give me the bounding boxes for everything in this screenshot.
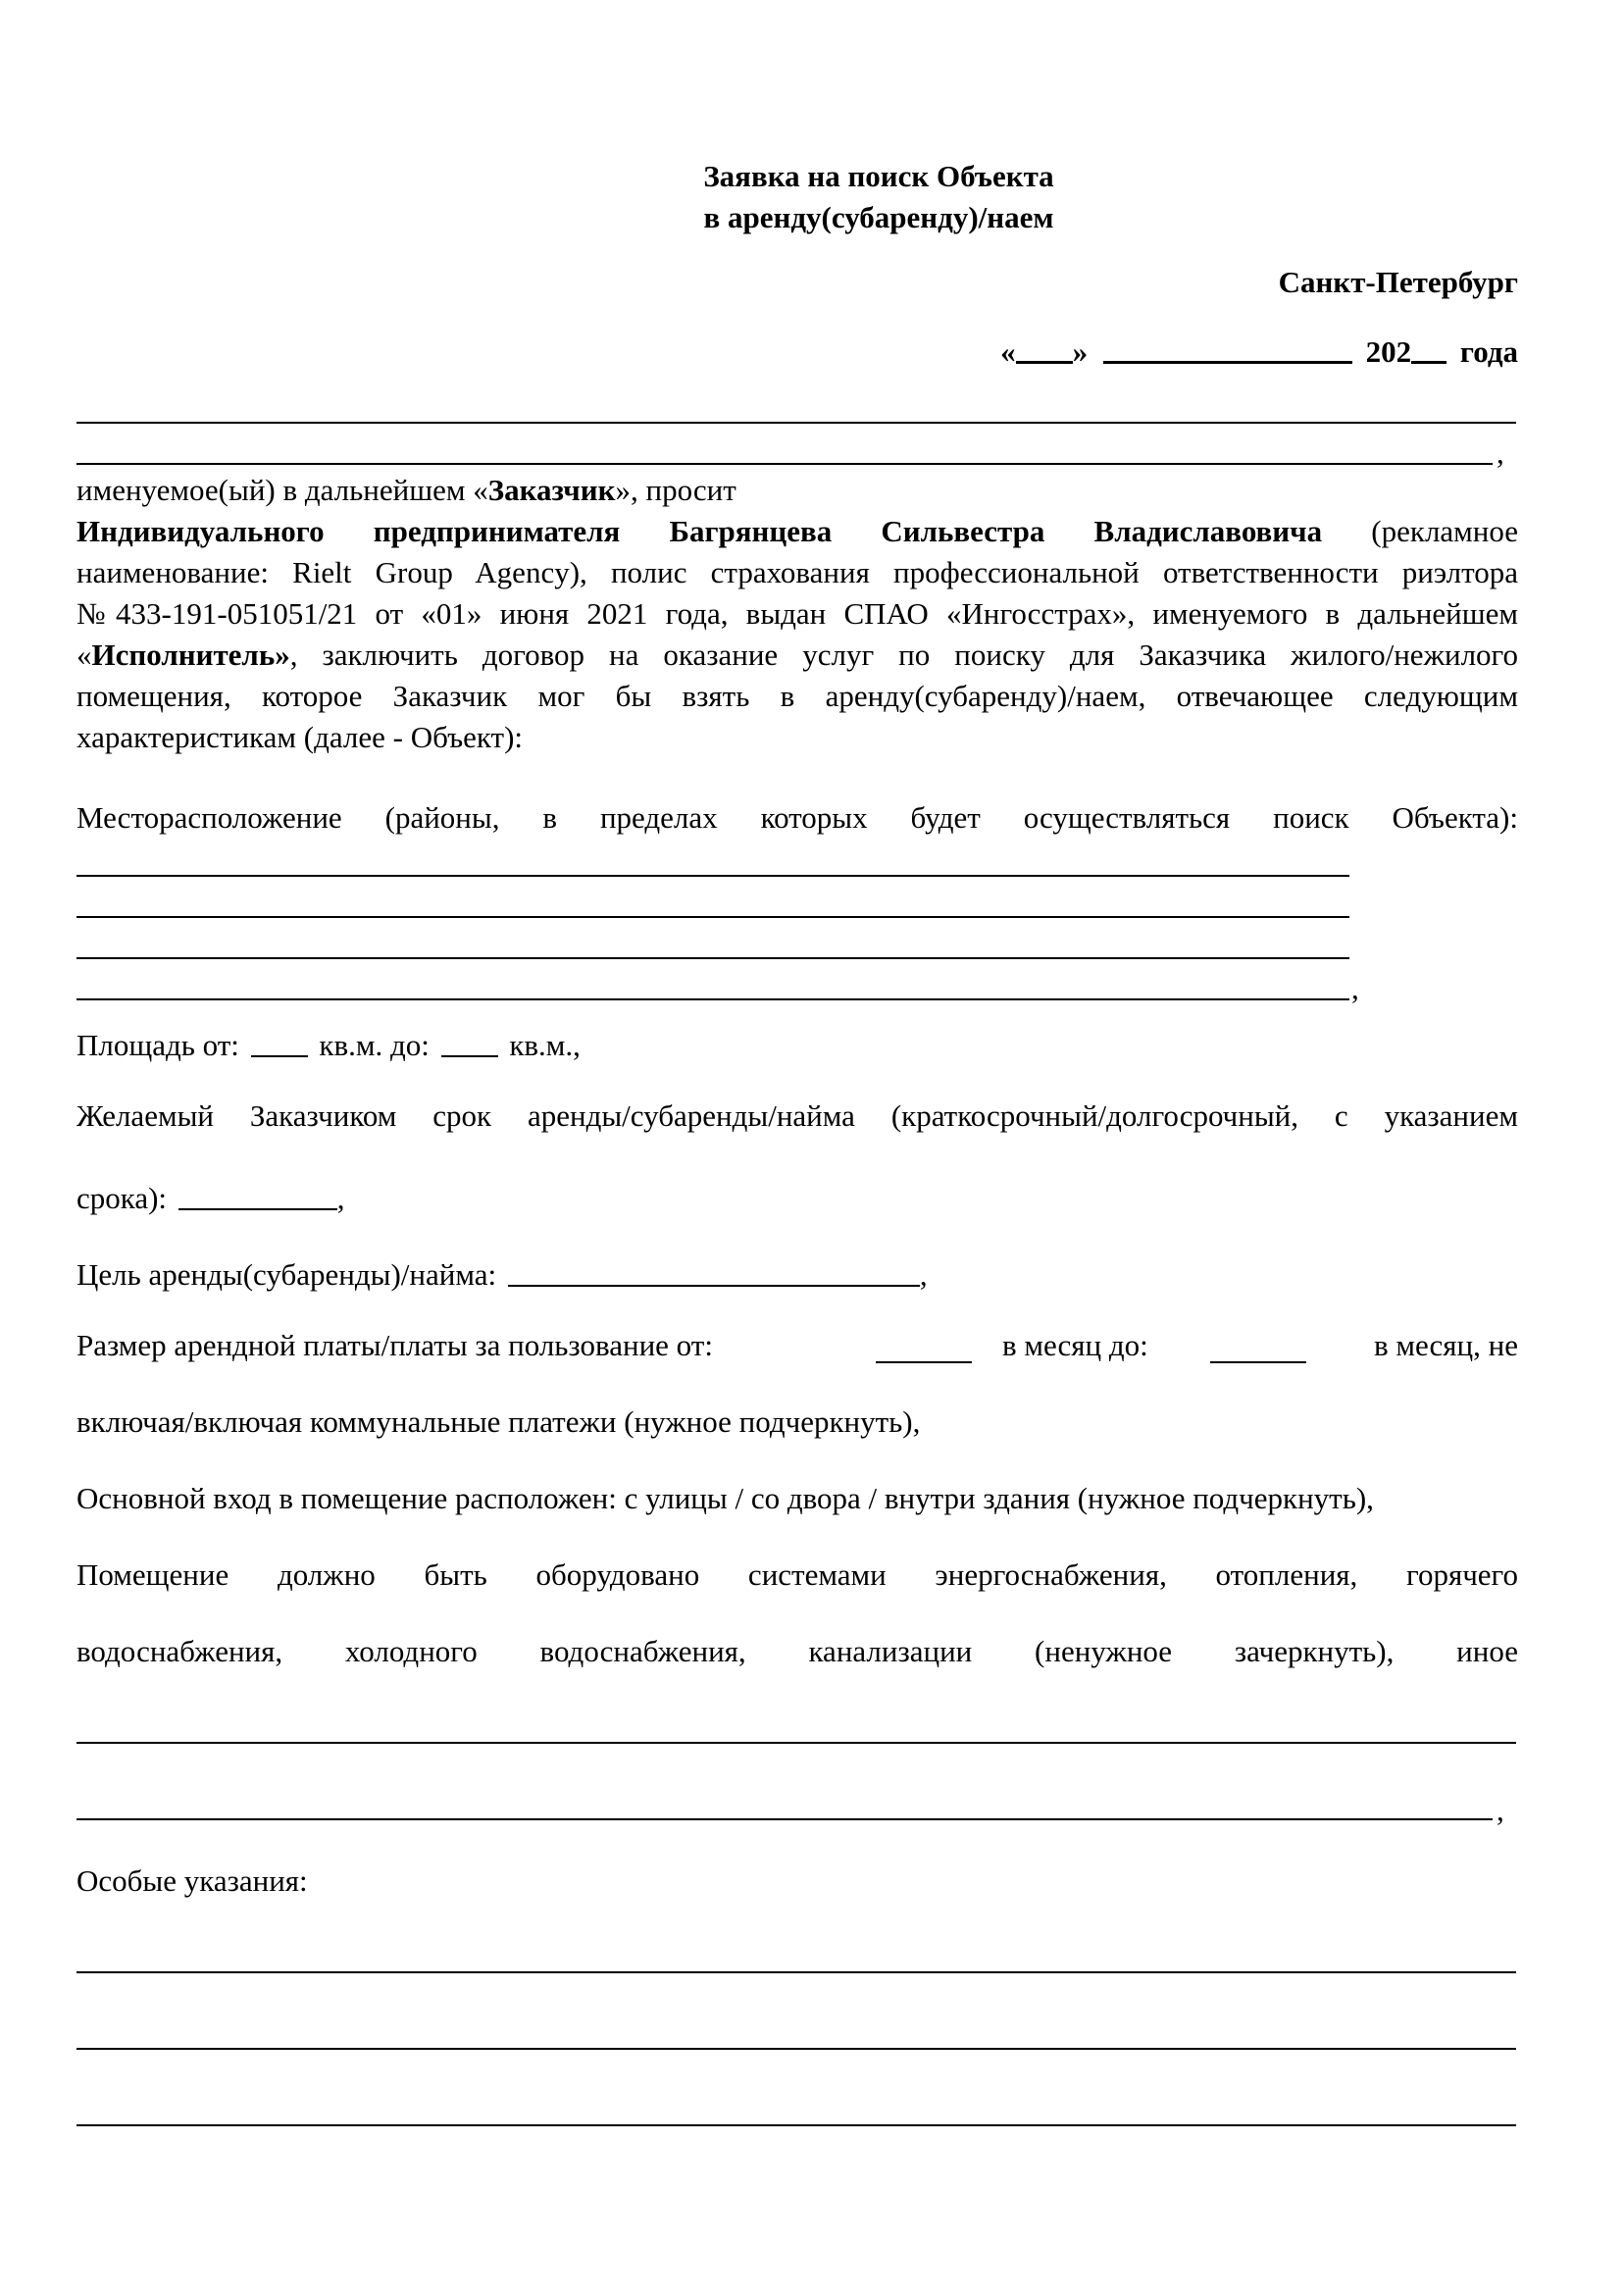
comma: , <box>1351 971 1359 1005</box>
intro-line-5: «Исполнитель», заключить договор на оказание услуг по поиску для Заказчика жилого/нежилого <box>76 637 1518 672</box>
intro-line-4: №433-191-051051/21 от «01» июня 2021 года, выдан СПАО «Ингосстрах», именуемого в дальнейшем <box>76 596 1518 631</box>
customer-name-line-1[interactable] <box>76 422 1516 424</box>
term-blank[interactable] <box>178 1179 337 1210</box>
intro-line-7: характеристикам (далее - Объект): <box>76 720 524 754</box>
systems-line-2: водоснабжения, холодного водоснабжения, канализации (ненужное зачеркнуть), иное <box>76 1634 1518 1668</box>
special-line-3[interactable] <box>76 2124 1516 2126</box>
systems-line-1: Помещение должно быть оборудовано системами энергоснабжения, отопления, горячего <box>76 1557 1518 1592</box>
area-to-blank[interactable] <box>441 1026 498 1057</box>
other-line-1[interactable] <box>76 1742 1516 1744</box>
purpose-blank[interactable] <box>508 1255 920 1287</box>
quote-close: » <box>1072 334 1089 369</box>
document-page: Заявка на поиск Объекта в аренду(субаренду)/наем Санкт-Петербург « » 202 года , именуемое(ый) в дальнейшем «Заказчик», просит Индивидуального предпринимателя Багрянцева Сильвестра Владиславовича (рекламное наименование: Rielt Group Agency), полис страхования профессиональной ответственности риэлтора №433-191-051051/21 от «01» июня 2021 года, выдан СПАО «Ингосстрах», именуемого в дальнейшем «Исполнитель», заключить договор на оказание услуг по поиску для Заказчика жилого/нежилого помещения, которое Заказчик мог бы взять в аренду(субаренду)/наем, отвечающее следующим характеристикам (далее - Объект): Месторасположение (районы, в пределах которых будет осуществляться поиск Объекта): , Площадь от: кв.м. до: кв.м., Желаемый Заказчиком срок аренды/субаренды/найма (краткосрочный/долгосрочный, с указанием срока): , Цель аренды(субаренды)/найма: , Размер арендной платы/платы за пользование от: в месяц до: в месяц, не включая/включая коммунальные платежи (нужное подчеркнуть), Основной вход в помещение расположен: с улицы / со двора / внутри здания (нужное подчеркнуть), Помещение должно быть оборудовано системами энергоснабжения, отопления, горячего водоснабжения, холодного водоснабжения, канализации (ненужное зачеркнуть), иное , Особые указания: <box>0 0 1624 2294</box>
area-from-blank[interactable] <box>251 1026 308 1057</box>
entrance-line: Основной вход в помещение расположен: с улицы / со двора / внутри здания (нужное подчеркнуть), <box>76 1481 1374 1515</box>
intro-line-3: наименование: Rielt Group Agency), полис страхования профессиональной ответственности риэлтора <box>76 555 1518 589</box>
title-line-2: в аренду(субаренду)/наем <box>703 200 1054 234</box>
location-line-3[interactable] <box>76 957 1349 959</box>
other-line-2[interactable] <box>76 1818 1493 1820</box>
comma: , <box>1497 435 1504 470</box>
month-blank[interactable] <box>1103 331 1352 364</box>
special-label: Особые указания: <box>76 1863 308 1898</box>
date-line <box>76 330 1518 367</box>
year-blank[interactable] <box>1411 331 1446 364</box>
location-line-4[interactable] <box>76 998 1349 1000</box>
rent-line-2: включая/включая коммунальные платежи (нужное подчеркнуть), <box>76 1404 921 1439</box>
location-line-1[interactable] <box>76 875 1349 877</box>
day-blank[interactable] <box>1016 331 1073 364</box>
year-suffix: года <box>1459 334 1518 369</box>
special-line-2[interactable] <box>76 2048 1516 2050</box>
intro-line-6: помещения, которое Заказчик мог бы взять в аренду(субаренду)/наем, отвечающее следующим <box>76 679 1518 713</box>
comma: , <box>1497 1793 1504 1827</box>
quote-open: « <box>1000 334 1016 369</box>
purpose-line: Цель аренды(субаренды)/найма: , <box>76 1257 928 1292</box>
city: Санкт-Петербург <box>1278 265 1518 299</box>
rent-to-blank[interactable] <box>1210 1332 1306 1363</box>
term-line-1: Желаемый Заказчиком срок аренды/субаренды/найма (краткосрочный/долгосрочный, с указанием <box>76 1098 1518 1133</box>
title-line-1: Заявка на поиск Объекта <box>703 159 1054 193</box>
term-line-2: срока): , <box>76 1181 345 1215</box>
customer-name-line-2[interactable] <box>76 463 1493 465</box>
rent-from-blank[interactable] <box>876 1332 972 1363</box>
location-line-2[interactable] <box>76 916 1349 918</box>
year-prefix: 202 <box>1365 334 1412 369</box>
intro-line-2: Индивидуального предпринимателя Багрянцева Сильвестра Владиславовича (рекламное <box>76 514 1519 548</box>
area-line: Площадь от: кв.м. до: кв.м., <box>76 1028 581 1062</box>
special-line-1[interactable] <box>76 1971 1516 1973</box>
location-label: Месторасположение (районы, в пределах которых будет осуществляться поиск Объекта): <box>76 800 1518 835</box>
intro-line-1: именуемое(ый) в дальнейшем «Заказчик», просит <box>76 473 736 507</box>
